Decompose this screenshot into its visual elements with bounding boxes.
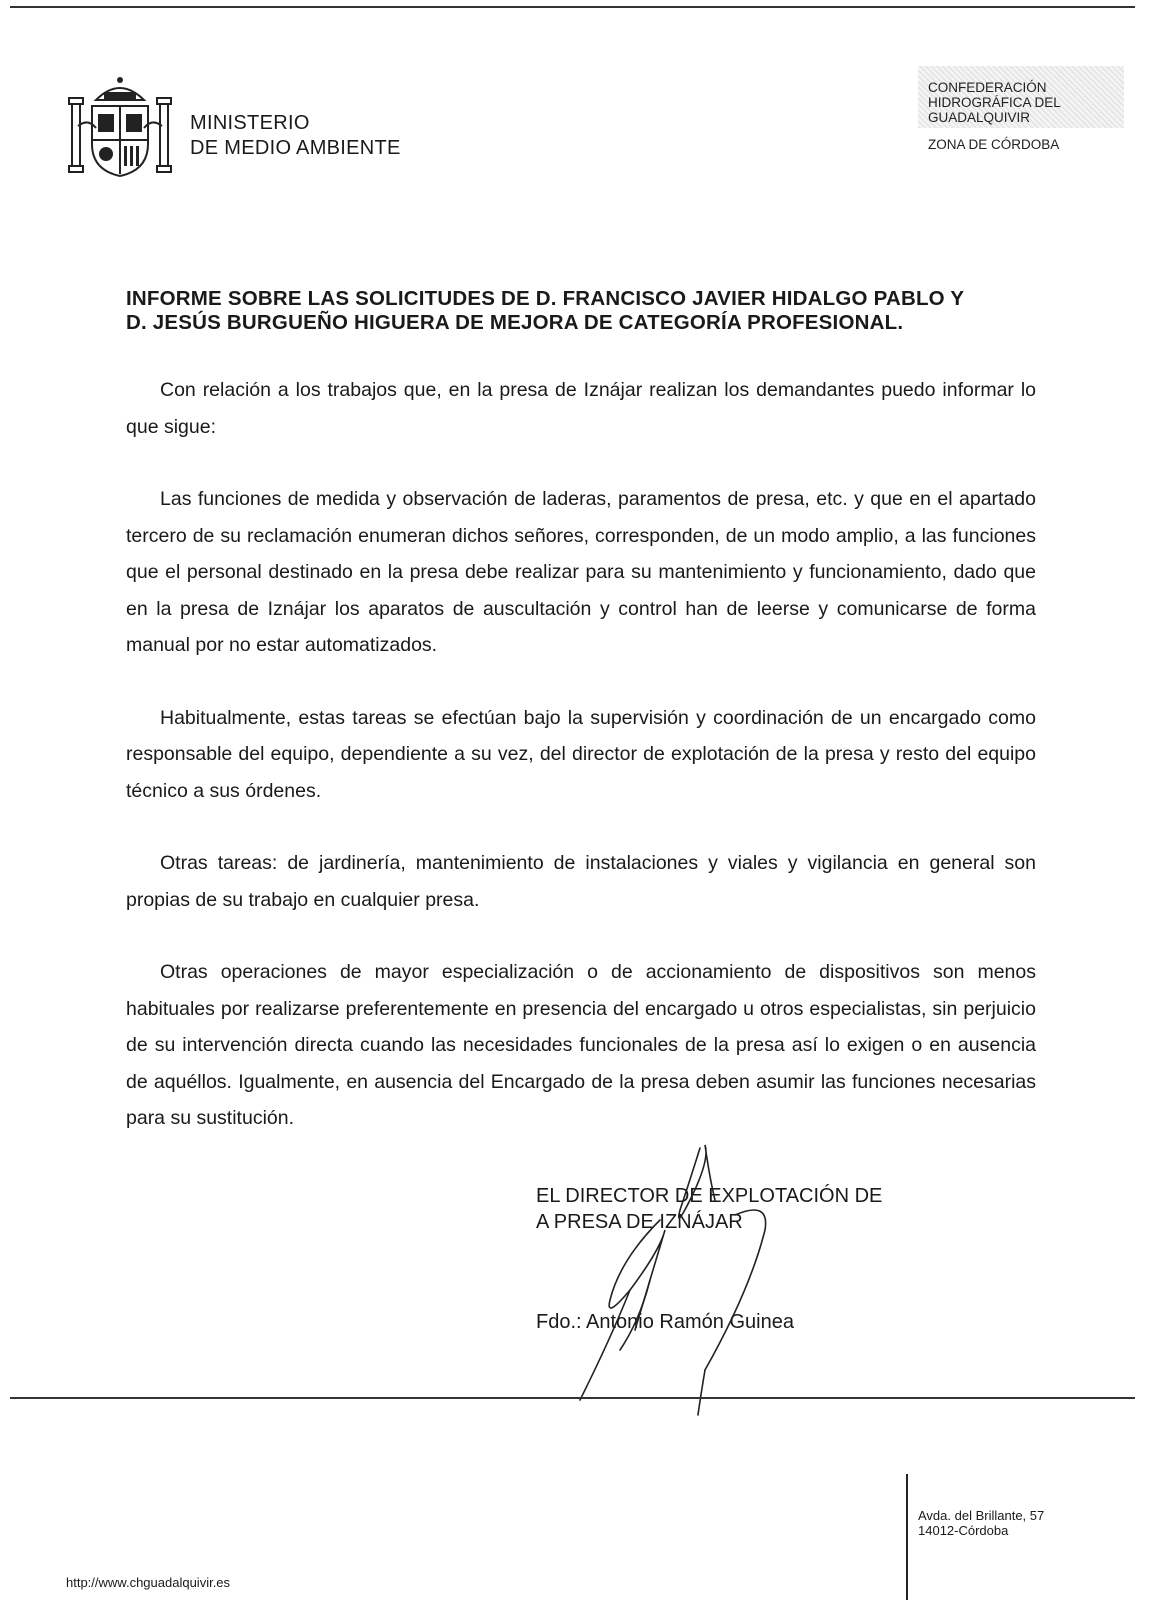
report-body <box>126 372 1036 1137</box>
paragraph: Las funciones de medida y observación de laderas, paramentos de presa, etc. y que en el apartado tercero de su reclamación enumeran dichos señores, corresponden, de un modo amplio, a las funciones que el personal destinado en la presa debe realizar para su mantenimiento y funcionamiento, dado que en la presa de Iznájar los aparatos de auscultación y control han de leerse y comunicarse de forma manual por no estar automatizados. <box>126 488 1036 656</box>
ministry-line-2: DE MEDIO AMBIENTE <box>190 137 401 159</box>
office-address <box>918 1508 1044 1538</box>
stamp-line-2: HIDROGRÁFICA DEL <box>928 95 1061 110</box>
paragraph: Con relación a los trabajos que, en la presa de Iznájar realizan los demandantes puedo informar lo que sigue: <box>126 379 1036 438</box>
confederation-stamp <box>928 80 1061 125</box>
ministry-name <box>190 111 401 161</box>
coat-of-arms-icon <box>66 70 174 182</box>
top-rule <box>10 6 1135 8</box>
zone-label: ZONA DE CÓRDOBA <box>928 137 1060 152</box>
address-line-2: 14012-Córdoba <box>918 1523 1009 1538</box>
paragraph: Otras tareas: de jardinería, mantenimiento de instalaciones y viales y vigilancia en general son propias de su trabajo en cualquier presa. <box>126 852 1036 911</box>
stamp-line-1: CONFEDERACIÓN <box>928 80 1047 95</box>
role-line-2: A PRESA DE IZNÁJAR <box>536 1211 743 1233</box>
bottom-rule <box>10 1397 1135 1399</box>
stamp-line-3: GUADALQUIVIR <box>928 110 1031 125</box>
website-link[interactable]: http://www.chguadalquivir.es <box>66 1575 231 1590</box>
signed-by: Fdo.: Antonio Ramón Guinea <box>536 1311 794 1333</box>
paragraph: Otras operaciones de mayor especialización o de accionamiento de dispositivos son menos habituales por realizarse preferentemente en presencia del encargado u otros especialistas, sin perjuicio de su intervención directa cuando las necesidades funcionales de la presa así lo exigen o en ausencia de aquéllos. Igualmente, en ausencia del Encargado de la presa deben asumir las funciones necesarias para su sustitución. <box>126 961 1036 1129</box>
ministry-line-1: MINISTERIO <box>190 112 310 134</box>
footer-divider <box>906 1474 908 1600</box>
role-line-1: EL DIRECTOR DE EXPLOTACIÓN DE <box>536 1185 883 1207</box>
address-line-1: Avda. del Brillante, 57 <box>918 1508 1045 1523</box>
report-title <box>126 287 1006 335</box>
title-line-1: INFORME SOBRE LAS SOLICITUDES DE D. FRANCISCO JAVIER HIDALGO PABLO Y <box>126 287 965 310</box>
handwritten-signature-icon <box>540 1140 800 1420</box>
paragraph: Habitualmente, estas tareas se efectúan bajo la supervisión y coordinación de un encargado como responsable del equipo, dependiente a su vez, del director de explotación de la presa y resto del equipo técnico a sus órdenes. <box>126 706 1036 802</box>
title-line-2: D. JESÚS BURGUEÑO HIGUERA DE MEJORA DE CATEGORÍA PROFESIONAL. <box>126 311 904 334</box>
